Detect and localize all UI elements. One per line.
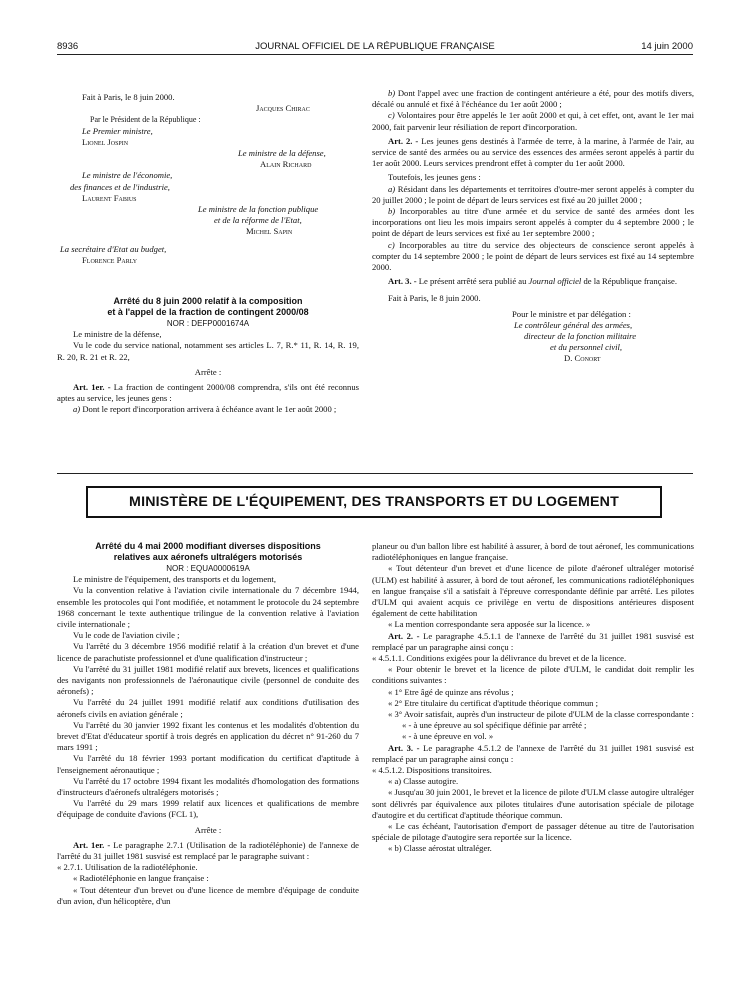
item-text: Dont le report d'incorporation arrivera à échéance avant le 1er août 2000 ; [80,404,337,415]
quote-line: « 4.5.1.2. Dispositions transitoires. [372,765,492,776]
article-text: Le présent arrêté sera publié au [416,276,529,287]
done-at: Fait à Paris, le 8 juin 2000. [388,293,481,304]
item-text: Volontaires pour être appelés le 1er août 2000 et qui, à cet effet, ont, avant le 1er mai 2000, fait parvenir leur résiliation de report d'incorporation. [372,110,694,132]
pm-name: Lionel Jospin [82,136,129,147]
item-c [372,240,694,274]
paragraph: Vu l'arrêté du 30 janvier 1992 fixant les contenus et les modalités d'obtention du brevet d'Etat d'éducateur sportif à trois degrés en application du décret n° 91-260 du 7 mars 1991 ; [57,719,359,753]
nor-ref: NOR : EQUA0000619A [166,564,250,573]
item-text: Incorporables au titre du service des objecteurs de conscience seront appelés à compter du 14 septembre 2000 ; le point de départ de leurs services est fixé au 14 septembre 2000. [372,239,694,273]
pm-title: Le Premier ministre, [82,125,153,136]
quote-line: « Jusqu'au 30 juin 2001, le brevet et la licence de pilote d'ULM classe autogire ultraléger sont délivrés par équivalence aux pilotes titulaires d'une autorisation spéciale de pilotage d'autogire et du certificat d'aptitude théorique commun. [372,787,694,820]
top-left-column [60,92,368,266]
header-rule [57,54,693,55]
defense-title: Le ministre de la défense, [238,148,326,159]
article-3 [372,743,694,765]
article-1 [57,840,359,862]
item-label: a) [388,183,396,194]
economy-title-2: des finances et de l'industrie, [70,181,170,192]
journal-title: JOURNAL OFFICIEL DE LA RÉPUBLIQUE FRANÇAISE [255,41,495,52]
paragraph: « Tout détenteur d'un brevet et d'une licence de pilote d'aéronef ultraléger motorisé (ULM) est habilité à assurer, à bord de tout aéronef, les communications radiotéléphoniques en langue française s'il a satisfait à l'épreuve correspondante définie par arrêté. Les pilotes d'ULM qui avaient acquis ce privilège en vertu de dispositions antérieures disposent également de cette habilitation [372,563,694,619]
economy-name: Laurent Fabius [82,192,137,203]
quote-line: « - à une épreuve au sol spécifique définie par arrêté ; [402,720,587,731]
nor-ref: NOR : DEFP0001674A [166,319,250,328]
budget-title: La secrétaire d'Etat au budget, [60,243,167,254]
bottom-left-column [57,541,359,907]
paragraph: Vu la convention relative à l'aviation civile internationale du 7 décembre 1944, ensemble les protocoles qui l'ont modifiée, et notamment le protocole du 24 septembre 1968 concernant le texte authentique trilingue de la convention relative à l'aviation civile internationale ; [57,585,359,630]
article-label: Art. 2. - [388,135,419,146]
paragraph: « La mention correspondante sera apposée sur la licence. » [388,619,591,630]
item-label: c) [388,239,395,250]
quote-line: « 4.5.1.1. Conditions exigées pour la délivrance du brevet et de la licence. [372,653,627,664]
delegation-name: D. Conort [564,353,601,364]
arrete-title-2: relatives aux aéronefs ultralégers motorisés [113,552,303,562]
quote-line: « Pour obtenir le brevet et la licence de pilote d'ULM, le candidat doit remplir les conditions suivantes : [372,664,694,686]
paragraph: Vu l'arrêté du 17 octobre 1994 fixant les modalités d'homologation des formations d'instructeurs d'aéronefs ultralégers motorisés ; [57,775,359,798]
article-label: Art. 3. - [388,742,420,753]
ministry-banner [86,486,662,518]
arrete-label: Arrête : [194,366,222,377]
done-at: Fait à Paris, le 8 juin 2000. [82,92,175,102]
item-c [372,110,694,132]
article-2 [372,631,694,653]
article-text: Le paragraphe 4.5.1.1 de l'annexe de l'arrêté du 31 juillet 1981 susvisé est remplacé par un paragraphe ainsi conçu : [372,630,694,652]
delegation-title-2: directeur de la fonction militaire [524,331,637,342]
page-number: 8936 [57,41,79,52]
quote-line: « 2.7.1. Utilisation de la radiotéléphonie. [57,862,198,873]
article-3 [372,276,694,287]
article-text: de la République française. [581,276,677,287]
arrete-defense [57,296,359,416]
paragraph: planeur ou d'un ballon libre est habilité à assurer, à bord de tout aéronef, les communications radiotéléphoniques en langue française. [372,541,694,563]
by-president: Par le Président de la République : [90,115,201,125]
article-text: La fraction de contingent 2000/08 comprendra, s'ils ont été reconnus aptes au service, les jeunes gens : [57,382,359,404]
paragraph: Vu le code de l'aviation civile ; [73,630,180,641]
quote-line: « Radiotéléphonie en langue française : [73,873,209,884]
article-2 [372,136,694,170]
item-label: b) [388,88,396,98]
arrete-title-2: et à l'appel de la fraction de contingent 2000/08 [107,307,309,317]
budget-name: Florence Parly [82,254,138,265]
economy-title-1: Le ministre de l'économie, [82,170,173,181]
fp-name: Michel Sapin [246,226,293,237]
fp-title-2: et de la réforme de l'Etat, [214,215,302,226]
quote-line: « Tout détenteur d'un brevet ou d'une licence de membre d'équipage de conduite d'un avion, d'un hélicoptère, d'un [57,884,359,906]
item-text: Dont l'appel avec une fraction de contingent antérieure a été, pour des motifs divers, décalé ou annulé et fixé à l'échéance du 1er août 2000 ; [372,88,694,110]
delegation-title-1: Le contrôleur général des armées, [514,319,633,330]
item-a [372,184,694,206]
fp-title-1: Le ministre de la fonction publique [198,204,319,215]
quote-line: « b) Classe aérostat ultraléger. [388,843,492,854]
item-b [372,206,694,240]
ministry-title: MINISTÈRE DE L'ÉQUIPEMENT, DES TRANSPORTS ET DU LOGEMENT [129,494,619,510]
bottom-right-column [372,541,694,855]
article-text: Les jeunes gens destinés à l'armée de terre, à la marine, à l'armée de l'air, au service de santé des armées ou au service des essences des armées seront appelés à partir du 1er août 2000. Leurs services prendront effet à compter du 1er août 2000. [372,135,694,169]
paragraph: Vu l'arrêté du 31 juillet 1981 modifié relatif aux brevets, licences et qualifications des navigants non professionnels de l'aéronautique civile (personnel de conduite des aéronefs) ; [57,663,359,697]
delegation-title-3: et du personnel civil, [550,342,623,353]
header-date: 14 juin 2000 [641,41,693,52]
top-right-column [372,88,694,365]
paragraph: Vu l'arrêté du 29 mars 1999 relatif aux licences et qualifications de membre d'équipage de conduite d'avions (FCL 1), [57,798,359,820]
article-label: Art. 1er. - [73,382,111,393]
quote-line: « Le cas échéant, l'autorisation d'emport de passager détenue au titre de l'autorisation spéciale de pilotage d'autogire sera reportée sur la licence. [372,821,694,843]
article-label: Art. 1er. - [73,839,111,850]
item-label: c) [388,110,395,121]
article-label: Art. 3. - [388,276,417,287]
quote-line: « - à une épreuve en vol. » [402,731,494,742]
journal-name: Journal officiel [528,276,582,287]
defense-name: Alain Richard [260,159,312,170]
paragraph: Le ministre de l'équipement, des transports et du logement, [73,574,276,585]
quote-line: « a) Classe autogire. [388,776,459,787]
paragraph: Vu l'arrêté du 3 décembre 1956 modifié relatif à la création d'un brevet et d'une licence de parachutiste professionnel et d'une qualification d'instructeur ; [57,641,359,663]
paragraph: Vu le code du service national, notamment ses articles L. 7, R.* 11, R. 14, R. 19, R. 20, R. 21 et R. 22, [57,340,359,362]
article-label: Art. 2. - [388,630,420,641]
item-text: Incorporables au titre d'une armée et du service de santé des armées dont les incorporations ont lieu les mois impairs seront appelés à compter du 4 septembre 2000 ; le point de départ de leurs services est fixé au 1er septembre 2000 ; [372,206,694,239]
arrete-title-1: Arrêté du 4 mai 2000 modifiant diverses dispositions [95,541,321,551]
paragraph: Vu l'arrêté du 24 juillet 1991 modifié relatif aux conditions d'utilisation des aéronefs civils en aviation générale ; [57,697,359,719]
item-label: a) [73,404,81,415]
article-text: Le paragraphe 4.5.1.2 de l'annexe de l'arrêté du 31 juillet 1981 susvisé est remplacé par un paragraphe ainsi conçu : [372,742,694,764]
section-rule [57,473,693,474]
paragraph: Le ministre de la défense, [73,329,162,340]
article-text: Le paragraphe 2.7.1 (Utilisation de la radiotéléphonie) de l'annexe de l'arrêté du 31 juillet 1981 susvisé est remplacé par le paragraphe suivant : [57,839,359,862]
item-text: Résidant dans les départements et territoires d'outre-mer seront appelés à compter du 20 juillet 2000 ; le point de départ de leurs services est fixé au 20 juillet 2000 ; [372,183,694,205]
arrete-label: Arrête : [194,824,222,835]
item-label: b) [388,206,396,217]
quote-line: « 1° Etre âgé de quinze ans révolus ; [388,686,514,697]
article-1 [57,382,359,404]
item-b [372,88,694,110]
quote-line: « 3° Avoir satisfait, auprès d'un instructeur de pilote d'ULM de la classe correspondante : [388,709,694,720]
paragraph: Vu l'arrêté du 18 février 1993 portant modification du certificat d'aptitude à l'enseignement aéronautique ; [57,753,359,775]
signer-president: Jacques Chirac [256,103,310,114]
item-a [57,404,359,415]
delegation: Pour le ministre et par délégation : [512,308,631,319]
quote-line: « 2° Etre titulaire du certificat d'aptitude théorique commun ; [388,697,598,708]
arrete-title-1: Arrêté du 8 juin 2000 relatif à la composition [113,296,303,306]
paragraph: Toutefois, les jeunes gens : [388,172,481,183]
